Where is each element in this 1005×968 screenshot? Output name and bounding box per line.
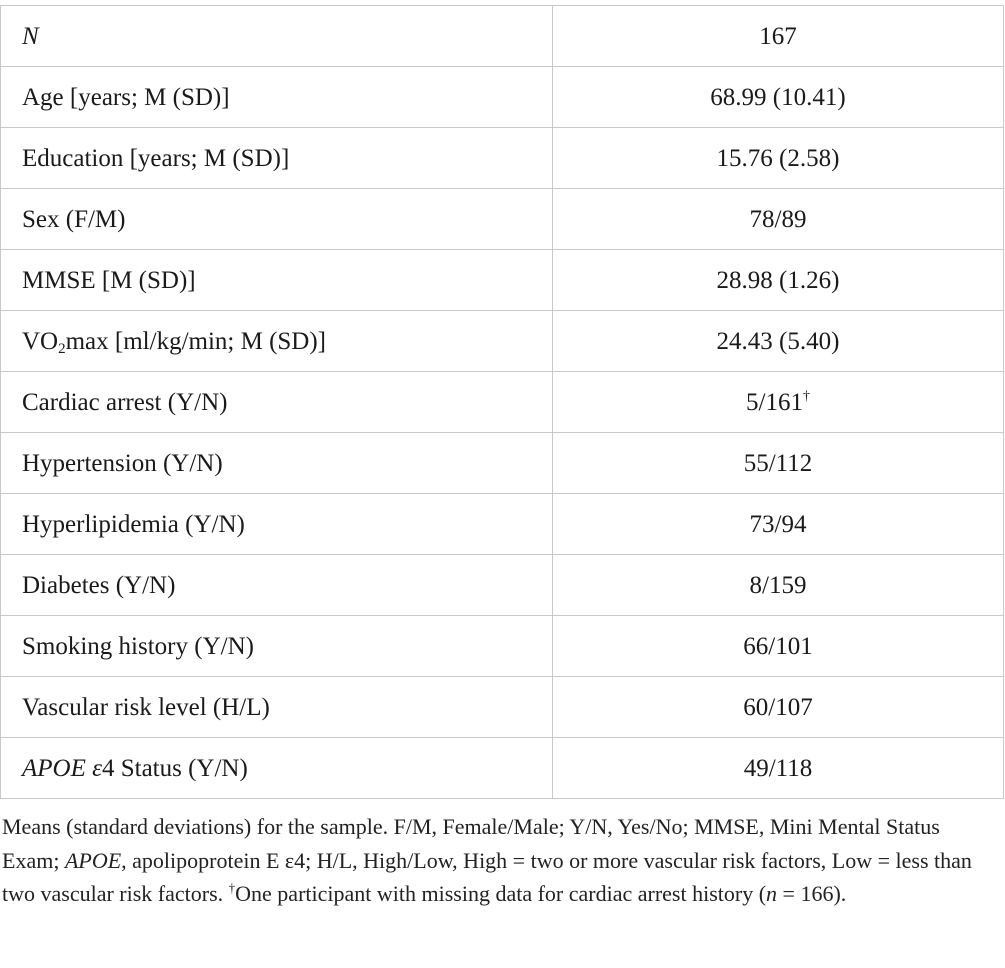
- row-value: 55/112: [553, 433, 1004, 494]
- footnote-part3: One participant with missing data for cardiac arrest history (: [235, 881, 767, 906]
- table-row: [1, 128, 1004, 189]
- cardiac-value: 5/161: [746, 388, 803, 416]
- table-row: [1, 6, 1004, 67]
- vo2-subscript: 2: [58, 340, 66, 357]
- row-value: 167: [553, 6, 1004, 67]
- row-label: [1, 738, 553, 799]
- row-label: Age [years; M (SD)]: [1, 67, 553, 128]
- row-value: 66/101: [553, 616, 1004, 677]
- table-row: [1, 189, 1004, 250]
- table-footnote: [2, 810, 1002, 911]
- apoe-label-italic: APOE ε: [22, 754, 102, 782]
- row-value: 60/107: [553, 677, 1004, 738]
- row-value: 68.99 (10.41): [553, 67, 1004, 128]
- row-label: Hypertension (Y/N): [1, 433, 553, 494]
- row-label: Smoking history (Y/N): [1, 616, 553, 677]
- footnote-apoe: APOE: [64, 847, 122, 873]
- row-label: Hyperlipidemia (Y/N): [1, 494, 553, 555]
- row-value: 73/94: [553, 494, 1004, 555]
- row-value: 49/118: [553, 738, 1004, 799]
- footnote-n-symbol: n: [766, 881, 778, 906]
- row-label: Cardiac arrest (Y/N): [1, 372, 553, 433]
- table-row: [1, 494, 1004, 555]
- vo2-suffix: max [ml/kg/min; M (SD)]: [65, 327, 327, 355]
- table-row: [1, 311, 1004, 372]
- row-label: [1, 6, 553, 67]
- table-row: [1, 555, 1004, 616]
- table-row: [1, 433, 1004, 494]
- table-row: [1, 250, 1004, 311]
- row-label: Vascular risk level (H/L): [1, 677, 553, 738]
- footnote-part1: Means (standard deviations) for the sample. F/M, Female/Male; Y/N, Yes/No; MMSE, Mini Mental Status Exam;: [2, 814, 940, 873]
- n-label: N: [22, 22, 39, 50]
- table-row: [1, 67, 1004, 128]
- row-value: 24.43 (5.40): [553, 311, 1004, 372]
- row-value: 8/159: [553, 555, 1004, 616]
- row-value: [553, 372, 1004, 433]
- footnote-part2: , apolipoprotein E ε4; H/L, High/Low, High = two or more vascular risk factors, Low = less than two vascular risk factors.: [2, 847, 972, 906]
- row-label: [1, 311, 553, 372]
- vo2-prefix: VO: [22, 327, 59, 355]
- row-label: Sex (F/M): [1, 189, 553, 250]
- row-label: Diabetes (Y/N): [1, 555, 553, 616]
- demographics-table: [0, 5, 1004, 799]
- row-label: Education [years; M (SD)]: [1, 128, 553, 189]
- row-value: 78/89: [553, 189, 1004, 250]
- table-row: [1, 616, 1004, 677]
- table-row: [1, 738, 1004, 799]
- table-row: [1, 677, 1004, 738]
- row-value: 15.76 (2.58): [553, 128, 1004, 189]
- row-value: 28.98 (1.26): [553, 250, 1004, 311]
- footnote-part4: = 166).: [777, 881, 847, 906]
- row-label: MMSE [M (SD)]: [1, 250, 553, 311]
- table-row: [1, 372, 1004, 433]
- dagger-mark: †: [802, 388, 810, 404]
- footnote-dagger: †: [228, 880, 236, 895]
- apoe-label-rest: 4 Status (Y/N): [101, 754, 248, 782]
